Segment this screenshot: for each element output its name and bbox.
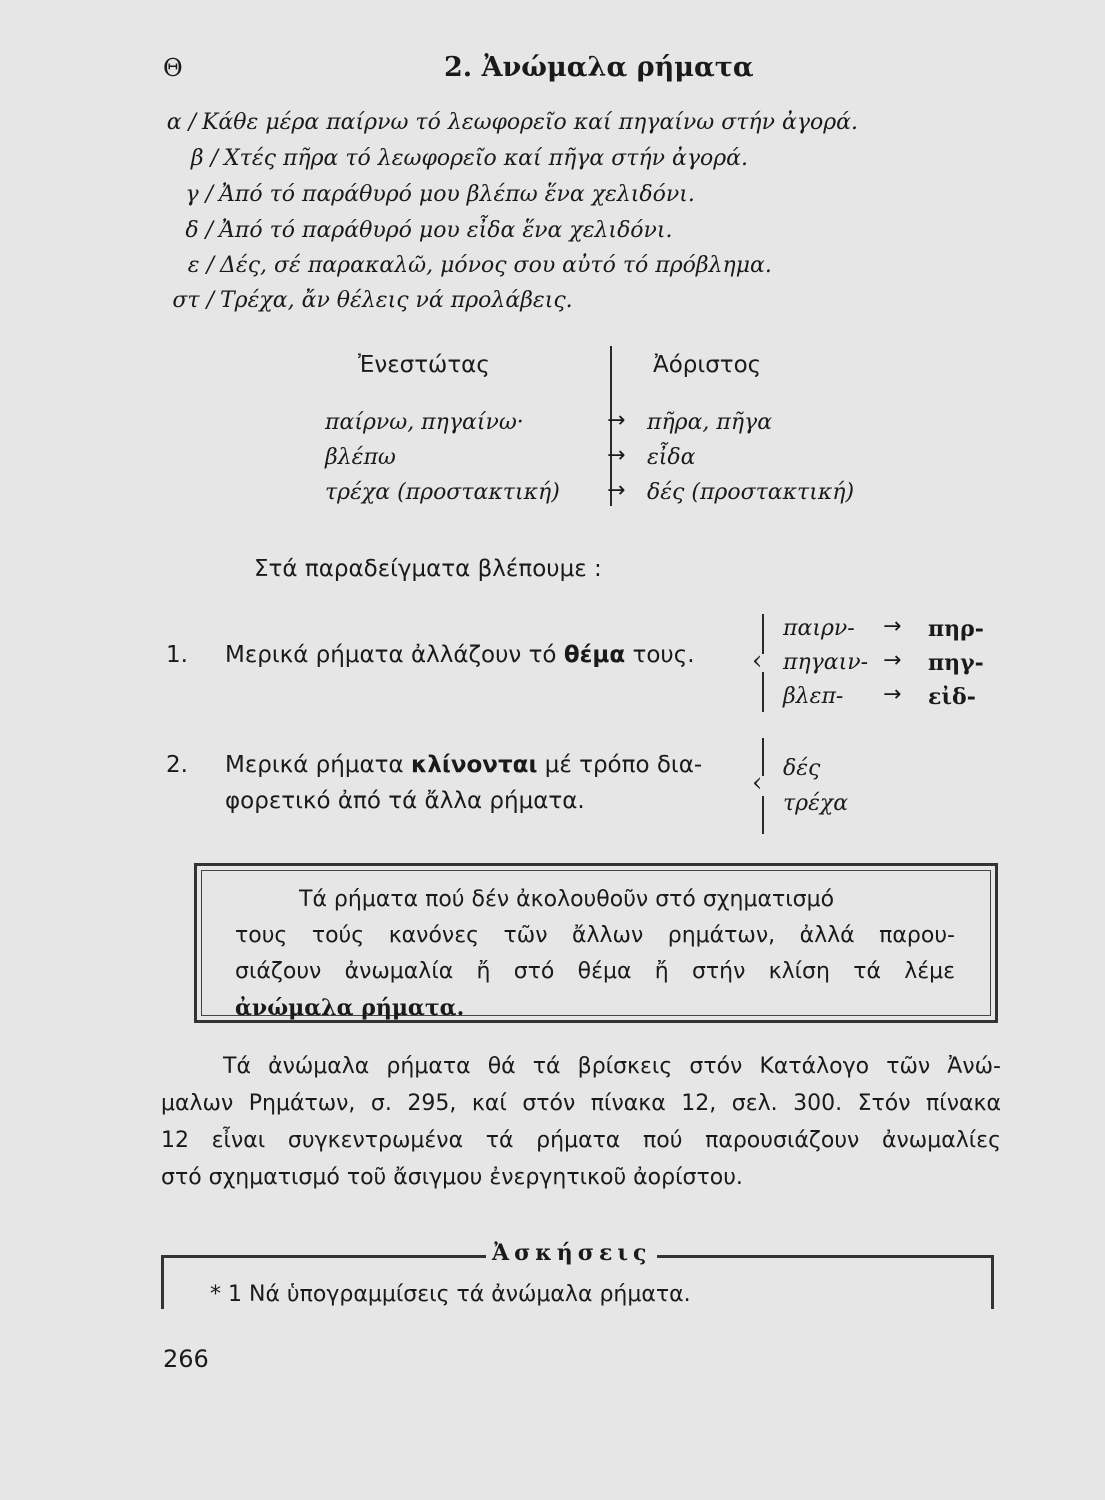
table-cell-aorist [647,480,854,505]
brace-icon: ‹ [752,646,763,676]
example-text: Τρέχα, ἄν θέλεις νά προλάβεις. [220,288,573,313]
example-text: Κάθε μέρα παίρνω τό λεωφορεῖο καί πηγαίνω στήν ἀγορά. [202,110,859,135]
irregular-form: τρέχα [783,791,849,816]
table-header-aorist: Ἀόριστος [653,352,762,378]
example-sentence [146,253,772,278]
observation-bold-term: κλίνονται [410,752,538,778]
rule-line: Τά ρήματα πού δέν ἀκολουθοῦν στό σχηματισμό [299,887,835,912]
table-cell-present [325,480,560,505]
example-sentence [150,146,748,171]
paragraph-line: μαλων Ρημάτων, σ. 295, καί στόν πίνακα 12, σελ. 300. Στόν πίνακα [161,1091,1001,1116]
brace-icon: ‹ [752,768,763,798]
stem-to: εἰδ- [928,684,976,710]
paragraph-line: στό σχηματισμό τοῦ ἄσιγμου ἐνεργητικοῦ ἀορίστου. [161,1165,743,1190]
example-text: Ἀπό τό παράθυρό μου βλέπω ἕνα χελιδόνι. [219,182,695,207]
stem-to: πηγ- [928,650,984,676]
observation-text-post: τους. [625,642,695,668]
example-letter: γ / [185,182,213,207]
example-letter: στ / [172,288,214,313]
arrow-icon: → [607,443,626,468]
example-text: Δές, σέ παρακαλῶ, μόνος σου αὐτό τό πρόβλημα. [220,253,772,278]
example-text: Χτές πῆρα τό λεωφορεῖο καί πῆγα στήν ἀγορά. [224,146,749,171]
exercise-item: * 1 Νά ὑπογραμμίσεις τά ἀνώμαλα ρήματα. [210,1282,691,1307]
table-cell-aorist: εἶδα [647,445,696,470]
table-cell-aorist: πῆρα, πῆγα [647,410,773,435]
arrow-icon: → [607,478,626,503]
irregular-form: δές [783,756,821,781]
observation-text [225,642,695,668]
stem-to: πηρ- [928,616,984,642]
example-sentence [128,110,858,135]
paragraph-line: 12 εἶναι συγκεντρωμένα τά ρήματα πού παρουσιάζουν ἀνωμαλίες [161,1128,1001,1153]
example-sentence [145,218,673,243]
arrow-icon: → [883,648,902,673]
stem-from: βλεπ- [783,684,844,709]
page-title: 2. Ἀνώμαλα ρήματα [444,52,754,83]
table-cell-present: παίρνω, πηγαίνω· [325,410,524,435]
observation-text-post: μέ τρόπο δια- [537,752,703,778]
example-sentence [146,288,573,313]
arrow-icon: → [883,614,902,639]
reference-paragraph [161,1048,1001,1196]
paragraph-line: Τά ἀνώμαλα ρήματα θά τά βρίσκεις στόν Κατάλογο τῶν Ἀνώ- [223,1054,1001,1079]
observation-text [225,752,702,778]
rule-box [194,863,998,1023]
section-symbol: Θ [163,54,183,82]
rule-line: τους τούς κανόνες τῶν ἄλλων ρημάτων, ἀλλά παρου- [235,923,955,948]
observation-text-pre: Μερικά ρήματα ἀλλάζουν τό [225,642,564,668]
rule-line: σιάζουν ἀνωμαλία ἤ στό θέμα ἤ στήν κλίση τά λέμε [235,959,955,984]
page-number: 266 [163,1345,209,1373]
table-cell-aorist-text: δές (προστακτική) [647,480,855,505]
example-text: Ἀπό τό παράθυρό μου εἶδα ἕνα χελιδόνι. [219,218,673,243]
example-letter: β / [190,146,218,171]
table-header-present: Ἐνεστώτας [358,352,490,378]
example-letter: δ / [185,218,213,243]
exercises-title: Ἀσκήσεις [486,1240,657,1266]
brace-line [762,796,764,834]
observation-number: 2. [166,752,188,778]
observation-text-pre: Μερικά ρήματα [225,752,411,778]
arrow-icon: → [607,408,626,433]
example-sentence [145,182,695,207]
table-cell-present-text: τρέχα (προστακτική) [325,480,560,505]
observation-number: 1. [166,642,188,668]
observation-text-line2: φορετικό ἀπό τά ἄλλα ρήματα. [225,788,585,814]
brace-line [762,672,764,712]
rule-text [235,882,955,1026]
example-letter: α / [166,110,196,135]
observation-bold-term: θέμα [563,642,626,668]
stem-from: παιρν- [783,616,855,641]
observations-intro: Στά παραδείγματα βλέπουμε : [254,556,602,582]
stem-from: πηγαιν- [783,650,869,675]
example-letter: ε / [187,253,214,278]
rule-term: ἀνώμαλα ρήματα. [235,995,465,1021]
arrow-icon: → [883,682,902,707]
table-cell-present: βλέπω [325,445,396,470]
